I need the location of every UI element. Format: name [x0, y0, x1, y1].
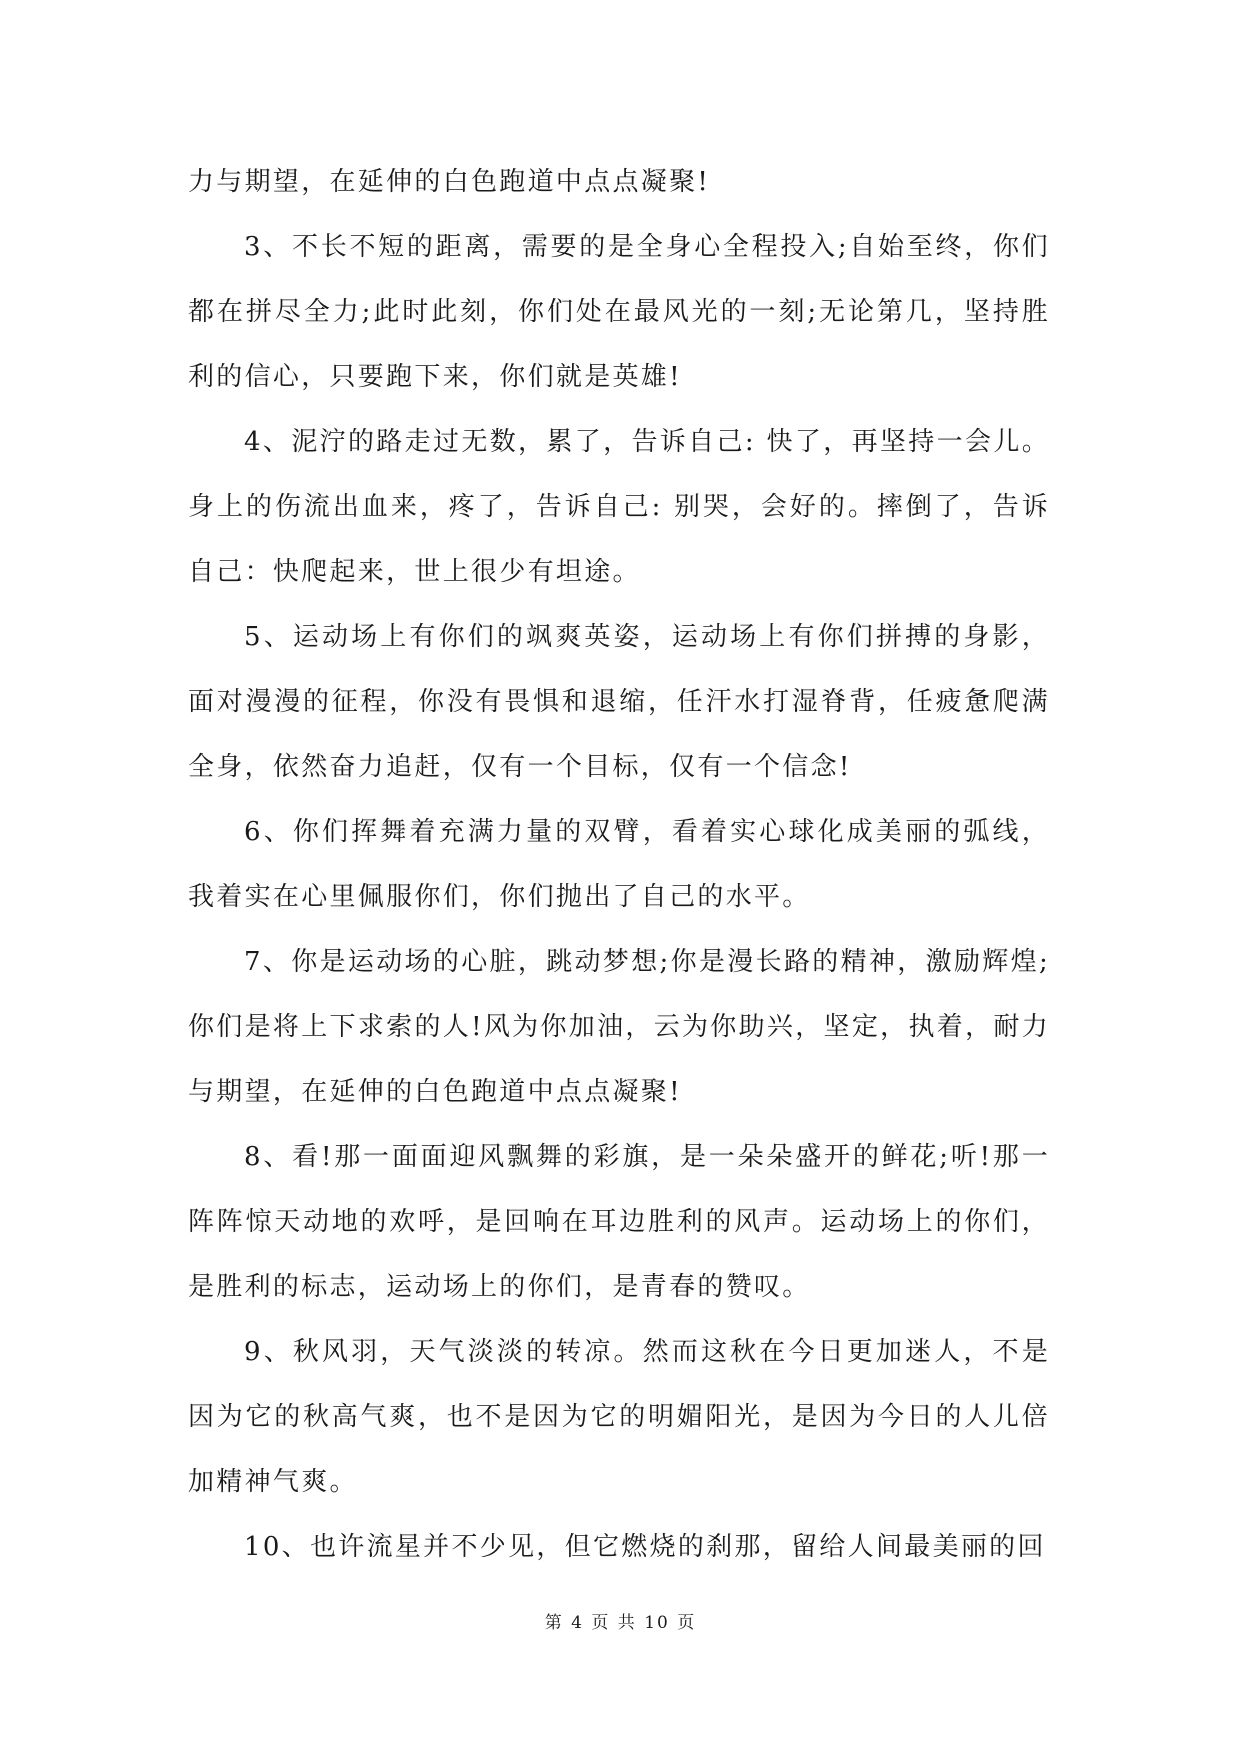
paragraph-item-7: 7、你是运动场的心脏，跳动梦想;你是漫长路的精神，激励辉煌;你们是将上下求索的人!风为你加油，云为你助兴，坚定，执着，耐力与期望，在延伸的白色跑道中点点凝聚!	[188, 947, 1050, 1107]
document-body	[188, 150, 1050, 1580]
paragraph-item-6: 6、你们挥舞着充满力量的双臂，看着实心球化成美丽的弧线，我着实在心里佩服你们，你们抛出了自己的水平。	[188, 817, 1050, 912]
paragraph-item-3: 3、不长不短的距离，需要的是全身心全程投入;自始至终，你们都在拼尽全力;此时此刻，你们处在最风光的一刻;无论第几，坚持胜利的信心，只要跑下来，你们就是英雄!	[188, 232, 1050, 392]
paragraph-item-4: 4、泥泞的路走过无数，累了，告诉自己: 快了，再坚持一会儿。身上的伤流出血来，疼了，告诉自己: 别哭，会好的。摔倒了，告诉自己：快爬起来，世上很少有坦途。	[188, 427, 1050, 587]
paragraph-item-10: 10、也许流星并不少见，但它燃烧的刹那，留给人间最美丽的回	[244, 1532, 1046, 1562]
paragraph-item-5: 5、运动场上有你们的飒爽英姿，运动场上有你们拼搏的身影，面对漫漫的征程，你没有畏惧和退缩，任汗水打湿脊背，任疲惫爬满全身，依然奋力追赶，仅有一个目标，仅有一个信念!	[188, 622, 1050, 782]
page-number-footer: 第 4 页 共 10 页	[544, 1613, 697, 1633]
paragraph-continuation: 力与期望，在延伸的白色跑道中点点凝聚!	[188, 167, 711, 197]
paragraph-item-8: 8、看!那一面面迎风飘舞的彩旗，是一朵朵盛开的鲜花;听!那一阵阵惊天动地的欢呼，是回响在耳边胜利的风声。运动场上的你们，是胜利的标志，运动场上的你们，是青春的赞叹。	[188, 1142, 1050, 1302]
paragraph-item-9: 9、秋风羽，天气淡淡的转凉。然而这秋在今日更加迷人，不是因为它的秋高气爽，也不是因为它的明媚阳光，是因为今日的人儿倍加精神气爽。	[188, 1337, 1050, 1497]
